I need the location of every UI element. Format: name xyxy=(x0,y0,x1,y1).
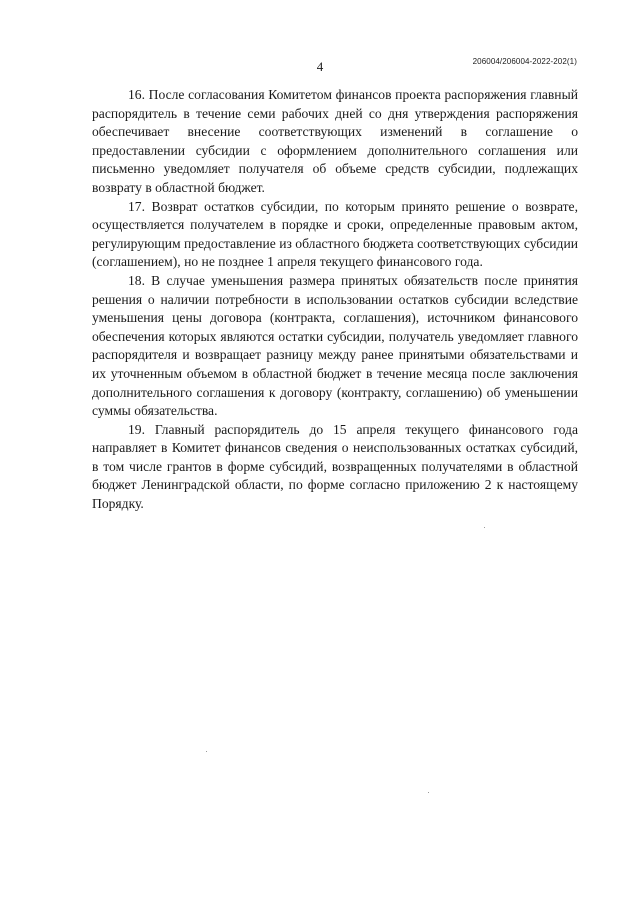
paragraph-19: 19. Главный распорядитель до 15 апреля текущего финансового года направляет в Комитет финансов сведения о неиспользованных остатках субсидий, в том числе грантов в форме субсидий, возвращенных получателями в областной бюджет Ленинградской области, по форме согласно приложению 2 к настоящему Порядку. xyxy=(92,421,578,512)
document-code: 206004/206004-2022-202(1) xyxy=(472,57,577,66)
scan-speck xyxy=(206,751,207,752)
page-number: 4 xyxy=(316,59,324,74)
paragraph-16: 16. После согласования Комитетом финансов проекта распоряжения главный распорядитель в течение семи рабочих дней со дня утверждения распоряжения обеспечивает внесение соответствующих изменений в соглашение о предоставлении субсидии с оформлением дополнительного соглашения или письменно уведомляет получателя об объеме средств субсидии, подлежащих возврату в областной бюджет. xyxy=(92,87,578,195)
paragraph-18: 18. В случае уменьшения размера принятых обязательств после принятия решения о наличии потребности в использовании остатков субсидии вследствие уменьшения цены договора (контракта, соглашения), источником финансового обеспечения которых являются остатки субсидии, получатель уведомляет главного распорядителя и возвращает разницу между ранее принятыми обязательствами и их уточненным объемом в областной бюджет в течение месяца после заключения дополнительного соглашения к договору (контракту, соглашению) об уменьшении суммы обязательства. xyxy=(92,272,578,419)
scan-speck xyxy=(484,527,485,528)
paragraph-17: 17. Возврат остатков субсидии, по которым принято решение о возврате, осуществляется получателем в порядке и сроки, определенные правовым актом, регулирующим предоставление из областного бюджета соответствующих субсидии (соглашением), но не позднее 1 апреля текущего финансового года. xyxy=(92,198,578,270)
document-body xyxy=(92,86,578,514)
scan-speck xyxy=(428,792,429,793)
